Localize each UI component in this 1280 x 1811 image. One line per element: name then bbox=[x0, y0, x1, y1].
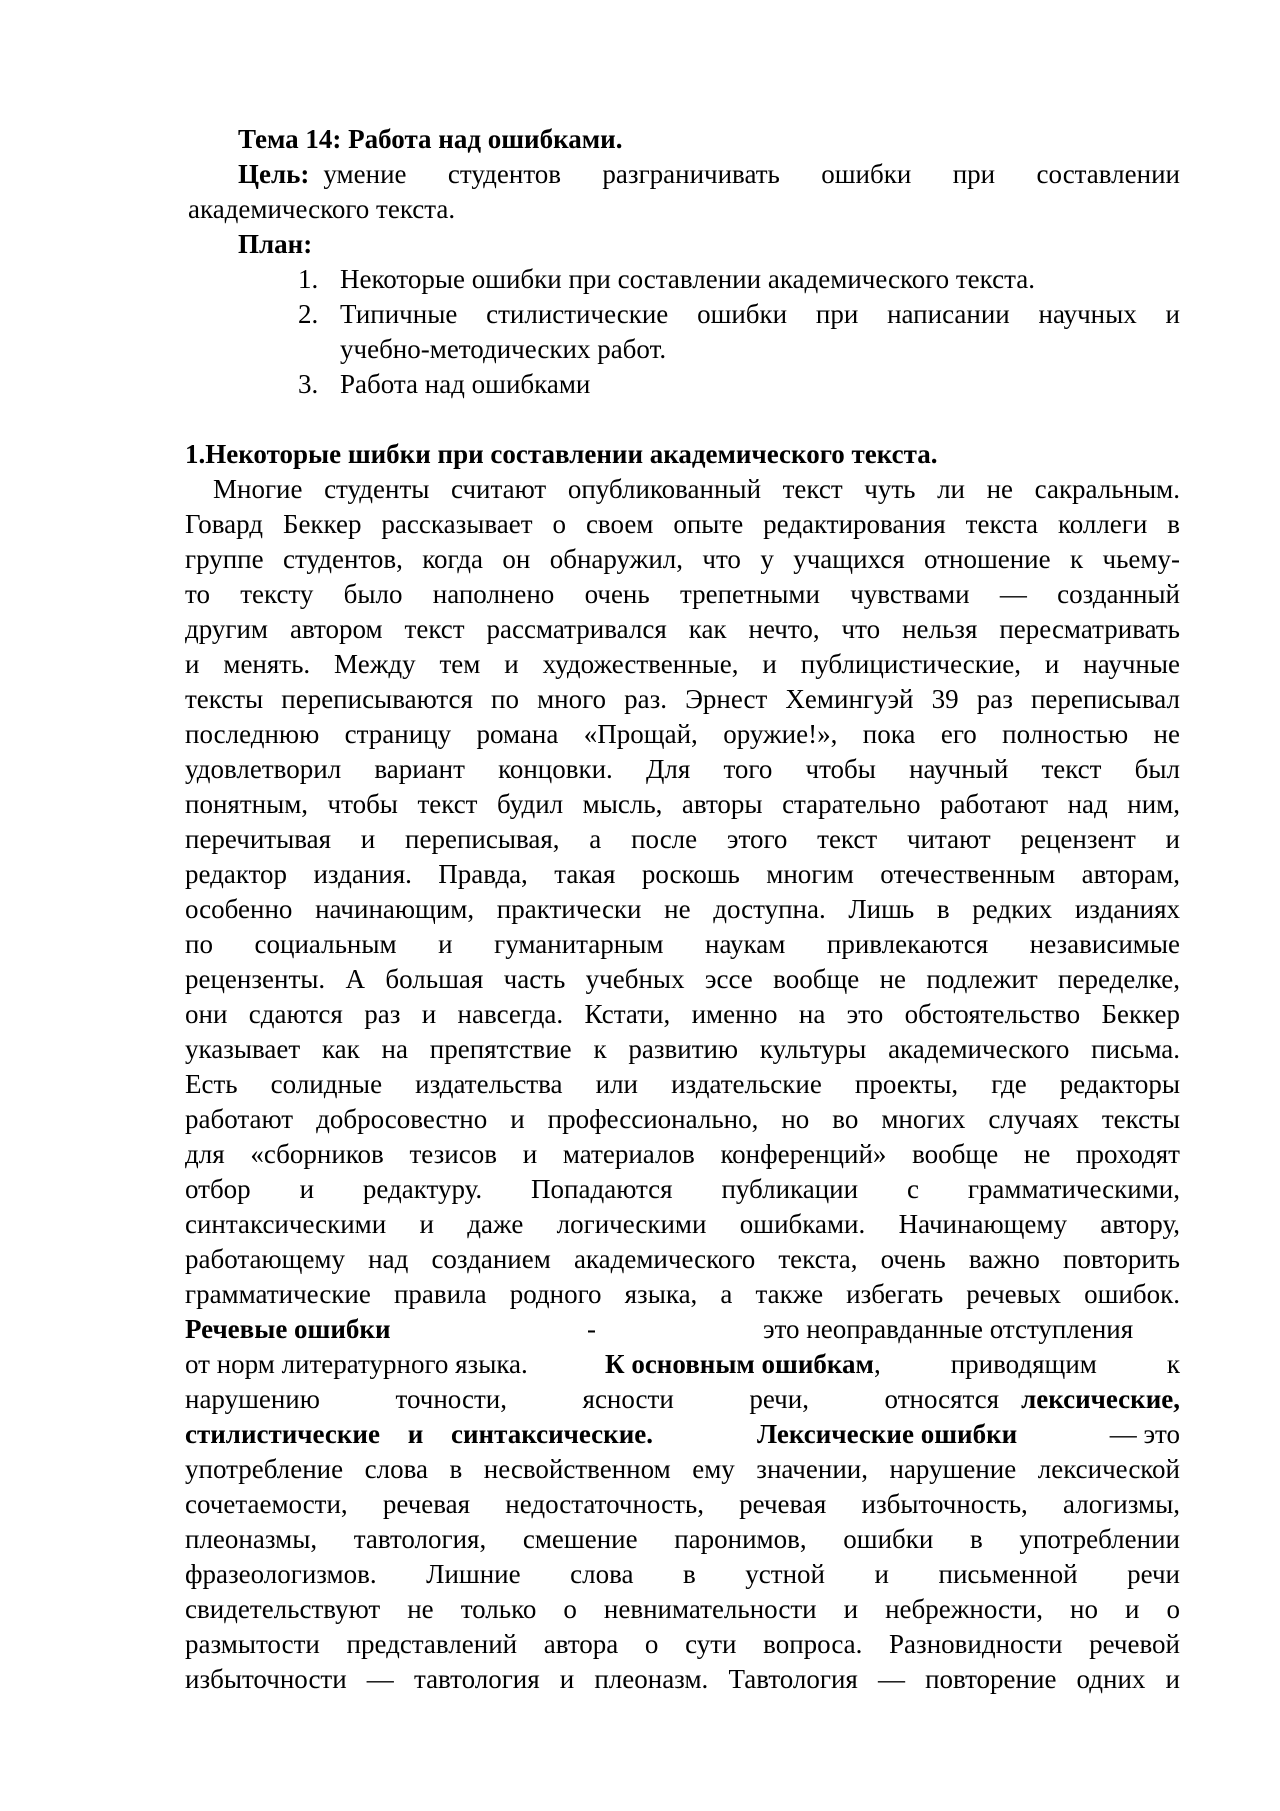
body-line: понятным, чтобы текст будил мысль, авторы старательно работают над ним, bbox=[185, 789, 1180, 819]
goal-text-line2: академического текста. bbox=[188, 194, 456, 224]
plan-item-text: Типичные стилистические ошибки при написании научных и bbox=[340, 299, 1180, 329]
plan-item-number: 1. bbox=[298, 264, 319, 294]
body-line: употребление слова в несвойственном ему значении, нарушение лексической bbox=[185, 1454, 1180, 1484]
main-errors-phrase bbox=[605, 1347, 1180, 1381]
plan-item-text: Некоторые ошибки при составлении академического текста. bbox=[340, 264, 1035, 294]
speech-errors-line bbox=[185, 1312, 1180, 1346]
dash: - bbox=[587, 1314, 596, 1344]
body-line: свидетельствуют не только о невнимательности и небрежности, но и о bbox=[185, 1594, 1180, 1624]
speech-errors-term: Речевые ошибки bbox=[185, 1314, 391, 1344]
body-line: и менять. Между тем и художественные, и публицистические, и научные bbox=[185, 649, 1180, 679]
goal-label: Цель: bbox=[238, 159, 310, 189]
body-line: синтаксическими и даже логическими ошибками. Начинающему автору, bbox=[185, 1209, 1180, 1239]
body-line: группе студентов, когда он обнаружил, что у учащихся отношение к чьему- bbox=[185, 544, 1180, 574]
body-line: работают добросовестно и профессионально, но во многих случаях тексты bbox=[185, 1104, 1180, 1134]
body-line: для «сборников тезисов и материалов конференций» вообще не проходят bbox=[185, 1139, 1180, 1169]
body-line: перечитывая и переписывая, а после этого текст читают рецензент и bbox=[185, 824, 1180, 854]
lexical-term: лексические, bbox=[1021, 1384, 1180, 1414]
lexical-errors-dash: — это bbox=[1109, 1419, 1180, 1449]
main-errors-rest: , приводящим к bbox=[873, 1349, 1180, 1379]
body-line: последнюю страницу романа «Прощай, оружие!», пока его полностью не bbox=[185, 719, 1180, 749]
norms-line bbox=[185, 1347, 1180, 1381]
body-line: они сдаются раз и навсегда. Кстати, именно на это обстоятельство Беккер bbox=[185, 999, 1180, 1029]
plan-item-text: учебно-методических работ. bbox=[340, 334, 667, 364]
body-line: Многие студенты считают опубликованный текст чуть ли не сакральным. bbox=[213, 474, 1180, 504]
body-line: грамматические правила родного языка, а также избегать речевых ошибок. bbox=[185, 1279, 1180, 1309]
body-line: указывает как на препятствие к развитию культуры академического письма. bbox=[185, 1034, 1180, 1064]
plan-item-text: Работа над ошибками bbox=[340, 369, 591, 399]
plan-item-number: 2. bbox=[298, 299, 319, 329]
body-line: работающему над созданием академического текста, очень важно повторить bbox=[185, 1244, 1180, 1274]
body-line: сочетаемости, речевая недостаточность, речевая избыточность, алогизмы, bbox=[185, 1489, 1180, 1519]
topic-title: Тема 14: Работа над ошибками. bbox=[238, 124, 623, 154]
body-line: тексты переписываются по много раз. Эрнест Хемингуэй 39 раз переписывал bbox=[185, 684, 1180, 714]
body-line: избыточности — тавтология и плеоназм. Тавтология — повторение одних и bbox=[185, 1664, 1180, 1694]
body-line: редактор издания. Правда, такая роскошь многим отечественным авторам, bbox=[185, 859, 1180, 889]
plan-item-number: 3. bbox=[298, 369, 319, 399]
body-line: другим автором текст рассматривался как нечто, что нельзя пересматривать bbox=[185, 614, 1180, 644]
section-heading: 1.Некоторые шибки при составлении академического текста. bbox=[185, 439, 938, 469]
body-line: по социальным и гуманитарным наукам привлекаются независимые bbox=[185, 929, 1180, 959]
plan-label: План: bbox=[238, 229, 313, 259]
norms-text: от норм литературного языка. bbox=[185, 1349, 528, 1379]
body-line: рецензенты. А большая часть учебных эссе вообще не подлежит переделке, bbox=[185, 964, 1180, 994]
main-errors-term: К основным ошибкам bbox=[605, 1349, 874, 1379]
speech-errors-definition: это неоправданные отступления bbox=[763, 1314, 1134, 1344]
body-line: особенно начинающим, практически не доступна. Лишь в редких изданиях bbox=[185, 894, 1180, 924]
violation-text: нарушению точности, ясности речи, относятся bbox=[185, 1384, 1000, 1414]
body-line: Говард Беккер рассказывает о своем опыте редактирования текста коллеги в bbox=[185, 509, 1180, 539]
stylistic-terms: стилистические и синтаксические. bbox=[185, 1419, 653, 1449]
violation-line bbox=[185, 1382, 1180, 1416]
body-line: удовлетворил вариант концовки. Для того чтобы научный текст был bbox=[185, 754, 1180, 784]
body-line: размытости представлений автора о сути вопроса. Разновидности речевой bbox=[185, 1629, 1180, 1659]
lexical-errors-term: Лексические ошибки bbox=[757, 1419, 1018, 1449]
goal-line bbox=[238, 157, 1180, 191]
body-line: плеоназмы, тавтология, смешение паронимов, ошибки в употреблении bbox=[185, 1524, 1180, 1554]
goal-text-line1: умение студентов разграничивать ошибки при составлении bbox=[323, 159, 1180, 189]
body-line: Есть солидные издательства или издательские проекты, где редакторы bbox=[185, 1069, 1180, 1099]
body-line: то тексту было наполнено очень трепетными чувствами — созданный bbox=[185, 579, 1180, 609]
body-line: фразеологизмов. Лишние слова в устной и письменной речи bbox=[185, 1559, 1180, 1589]
stylistic-line bbox=[185, 1417, 1180, 1451]
body-line: отбор и редактуру. Попадаются публикации с грамматическими, bbox=[185, 1174, 1180, 1204]
